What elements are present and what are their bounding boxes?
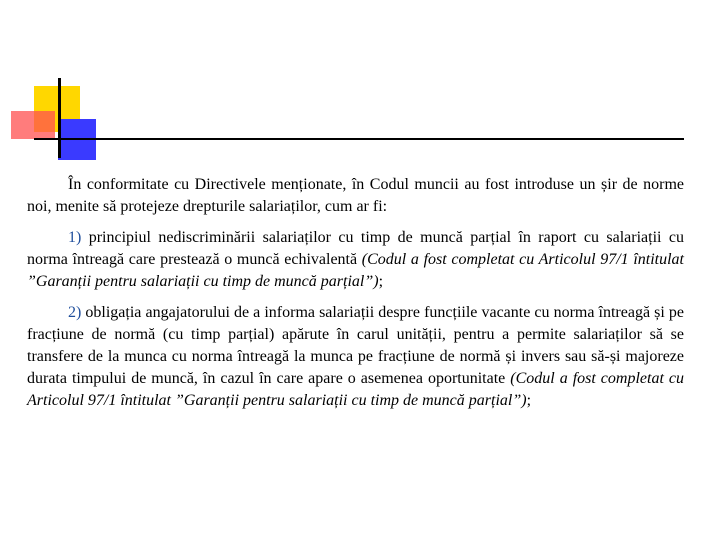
list-item-2: [27, 302, 684, 412]
item-number: 1): [68, 229, 82, 246]
slide-body: [27, 174, 684, 412]
intro-paragraph: [27, 174, 684, 218]
item-end: ;: [378, 273, 384, 290]
intro-text: În conformitate cu Directivele menționate, în Codul muncii au fost introduse un șir de norme noi, menite să protejeze drepturile salariaților, cum ar fi:: [27, 176, 684, 215]
item-text: principiul nediscriminării salariaților cu timp de muncă parțial în raport cu salariații cu norma întreagă care prestează o muncă echivalentă: [27, 229, 684, 268]
item-text: obligația angajatorului de a informa salariații despre funcțiile vacante cu norma întreagă și pe fracțiune de normă (cu timp parțial) apărute în carul unității, pentru a permite salariaților să se transfere de la munca cu norma întreagă la munca pe fracțiune de normă și invers sau să-și majoreze durata timpului de muncă, în cazul în care apare o asemenea oportunitate: [27, 304, 684, 387]
item-number: 2): [68, 304, 82, 321]
item-end: ;: [526, 392, 532, 409]
title-divider-line: [34, 138, 684, 140]
decor-red-square: [11, 111, 55, 139]
list-item-1: [27, 227, 684, 293]
item-note: (Codul a fost completat cu Articolul 97/1 întitulat ”Garanții pentru salariații cu timp de muncă parțial”): [27, 370, 684, 409]
item-note: (Codul a fost completat cu Articolul 97/1 întitulat ”Garanții pentru salariații cu timp de muncă parțial”): [27, 251, 685, 290]
decor-vertical-line: [58, 78, 61, 158]
